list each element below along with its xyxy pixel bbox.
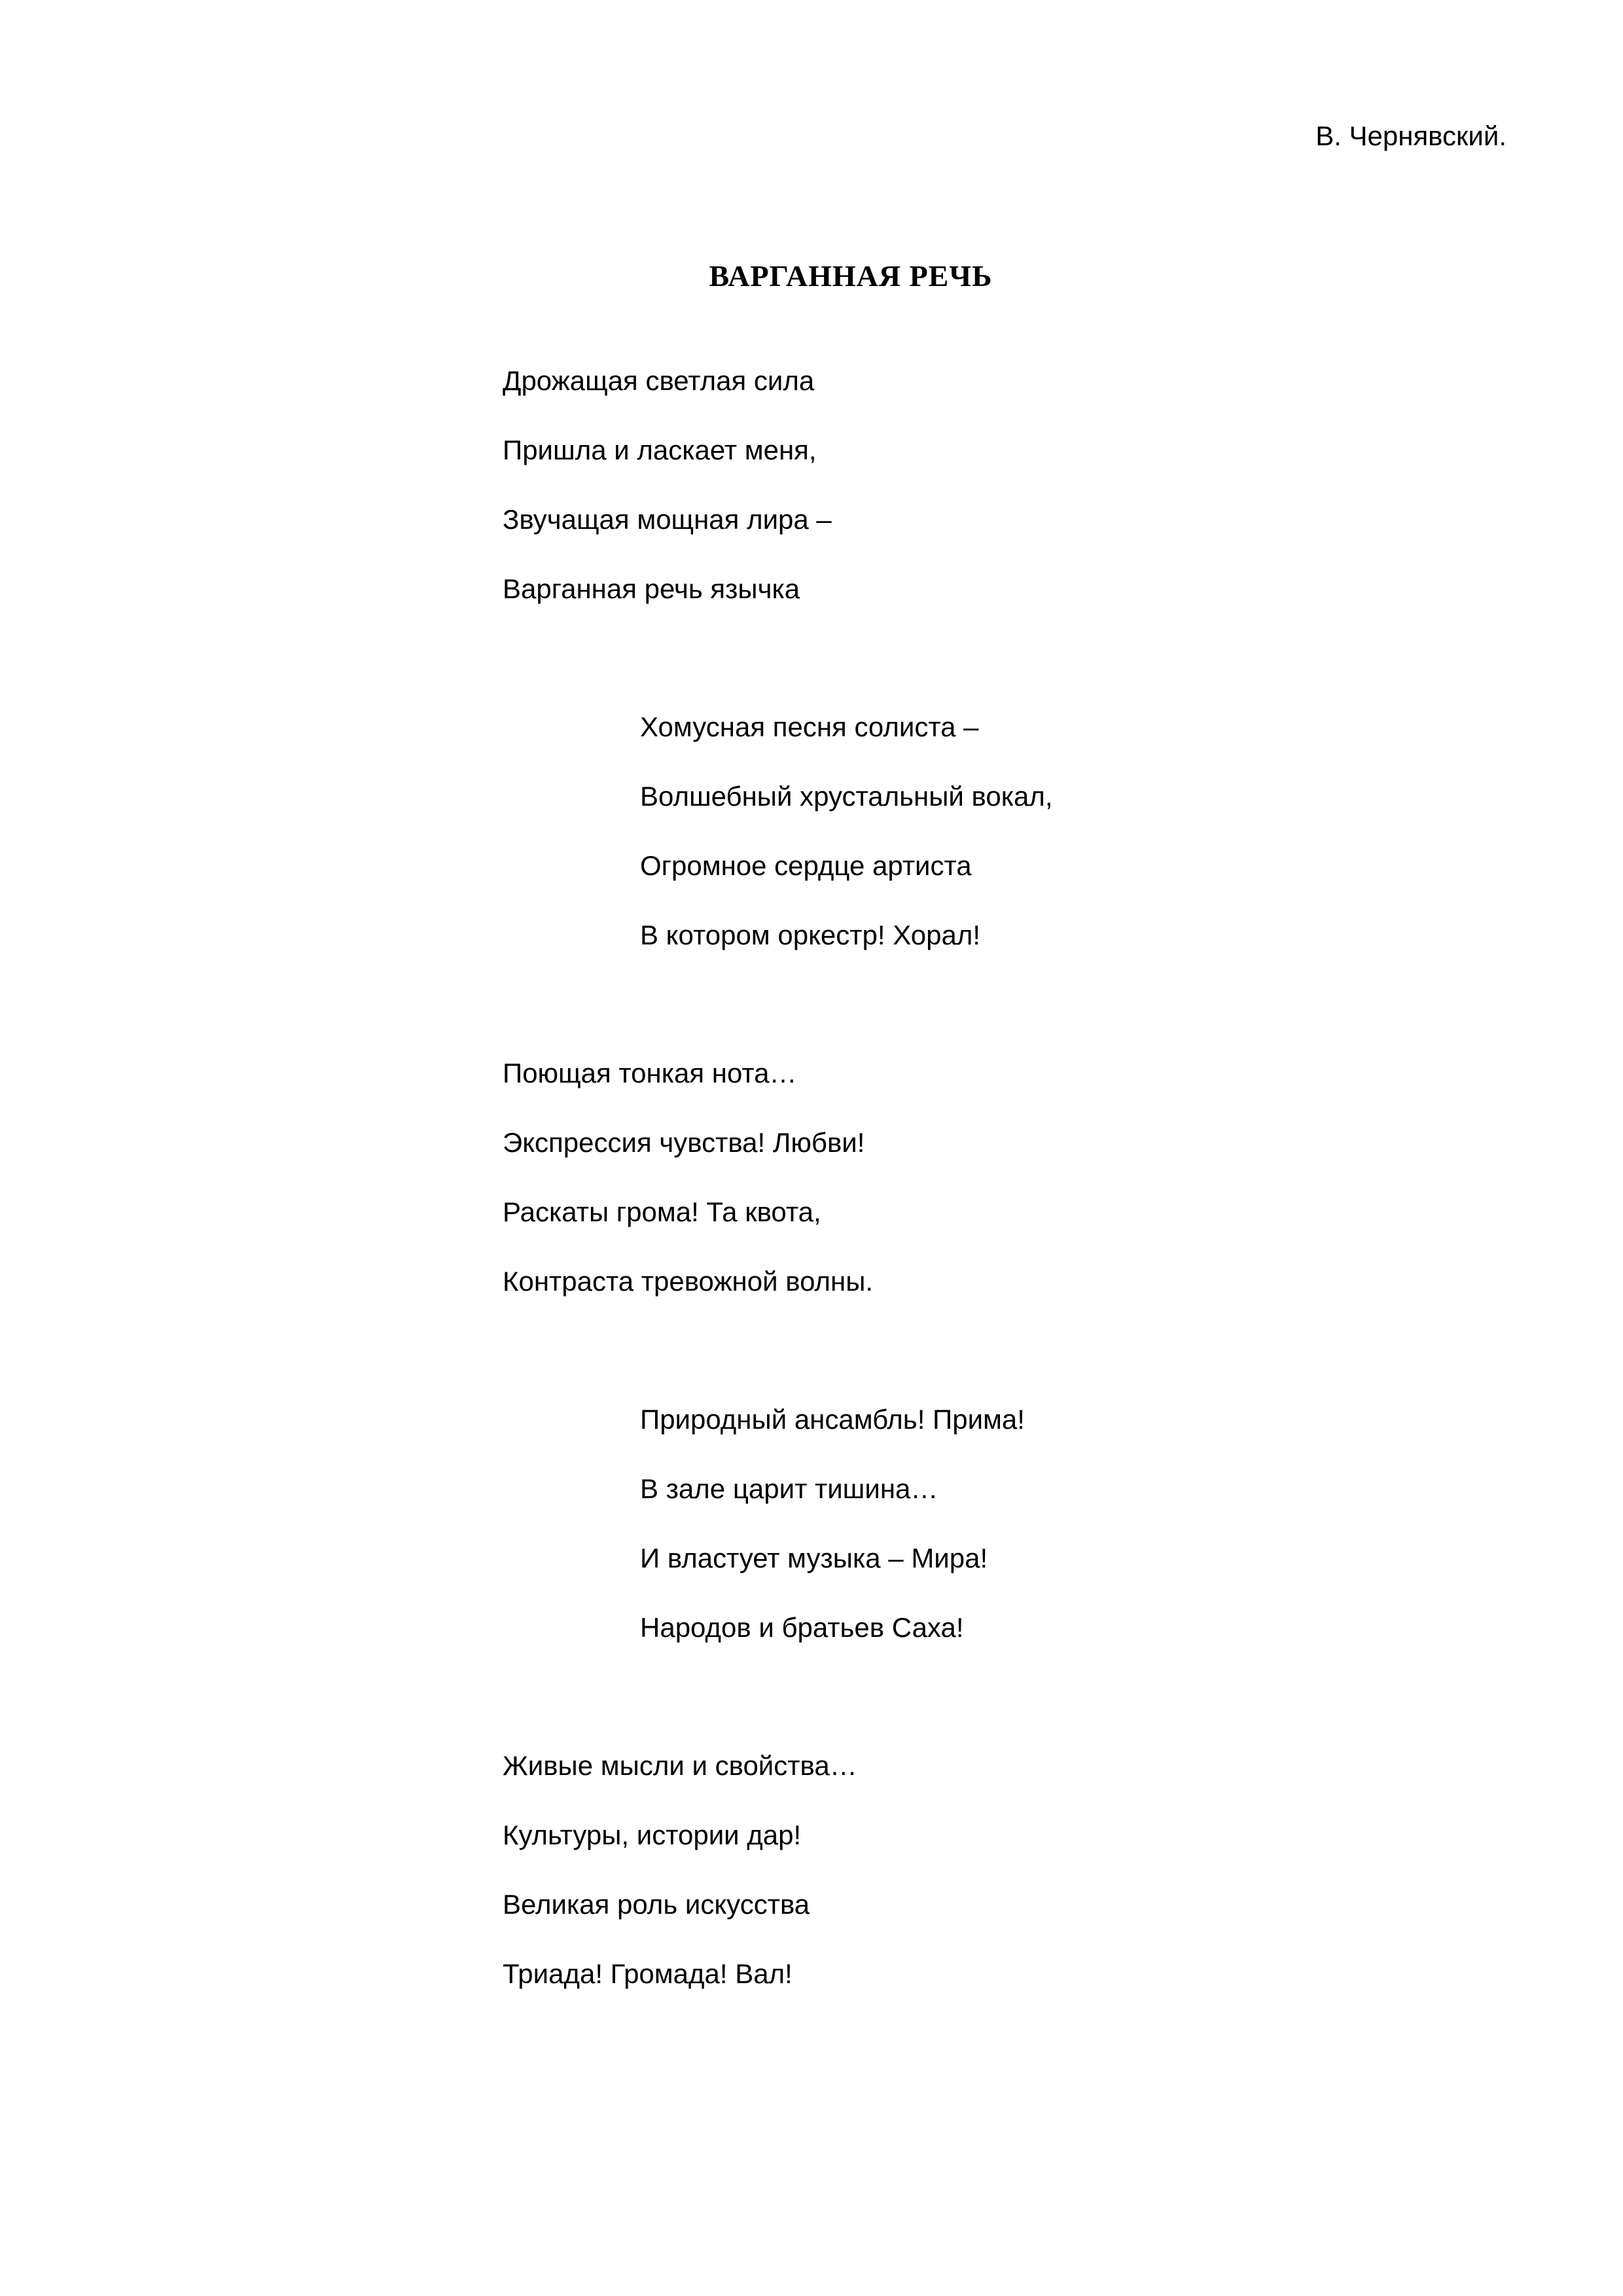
poem-line: Варганная речь язычка bbox=[503, 573, 800, 604]
stanza-2 bbox=[0, 708, 1623, 985]
poem-line: Экспрессия чувства! Любви! bbox=[503, 1127, 865, 1158]
poem-title: ВАРГАННАЯ РЕЧЬ bbox=[709, 259, 993, 293]
poem-line: Поющая тонкая нота… bbox=[503, 1058, 797, 1088]
poem-line: В котором оркестр! Хорал! bbox=[640, 920, 980, 950]
poem-line: Природный ансамбль! Прима! bbox=[640, 1404, 1025, 1435]
poem-line: Народов и братьев Саха! bbox=[640, 1612, 964, 1643]
stanza-1 bbox=[0, 361, 1623, 639]
poem-line: Великая роль искусства bbox=[503, 1889, 810, 1920]
stanza-5 bbox=[0, 1746, 1623, 2024]
poem-line: Пришла и ласкает меня, bbox=[503, 435, 817, 465]
poem-line: Контраста тревожной волны. bbox=[503, 1266, 874, 1297]
poem-line: Триада! Громада! Вал! bbox=[503, 1958, 793, 1989]
poem-line: Хомусная песня солиста – bbox=[640, 711, 979, 742]
poem-line: И властует музыка – Мира! bbox=[640, 1543, 988, 1573]
poem-line: В зале царит тишина… bbox=[640, 1473, 938, 1504]
poem-line: Раскаты грома! Та квота, bbox=[503, 1196, 821, 1227]
poem-line: Дрожащая светлая сила bbox=[503, 365, 815, 396]
poem-line: Живые мысли и свойства… bbox=[503, 1750, 857, 1781]
poem-line: Звучащая мощная лира – bbox=[503, 504, 832, 535]
stanza-3 bbox=[0, 1054, 1623, 1331]
poem-line: Культуры, истории дар! bbox=[503, 1820, 802, 1850]
stanza-4 bbox=[0, 1400, 1623, 1677]
poem-line: Огромное сердце артиста bbox=[640, 850, 972, 881]
poem-body bbox=[0, 361, 1623, 2092]
poem-line: Волшебный хрустальный вокал, bbox=[640, 781, 1053, 812]
author-name: В. Чернявский. bbox=[1315, 120, 1507, 151]
